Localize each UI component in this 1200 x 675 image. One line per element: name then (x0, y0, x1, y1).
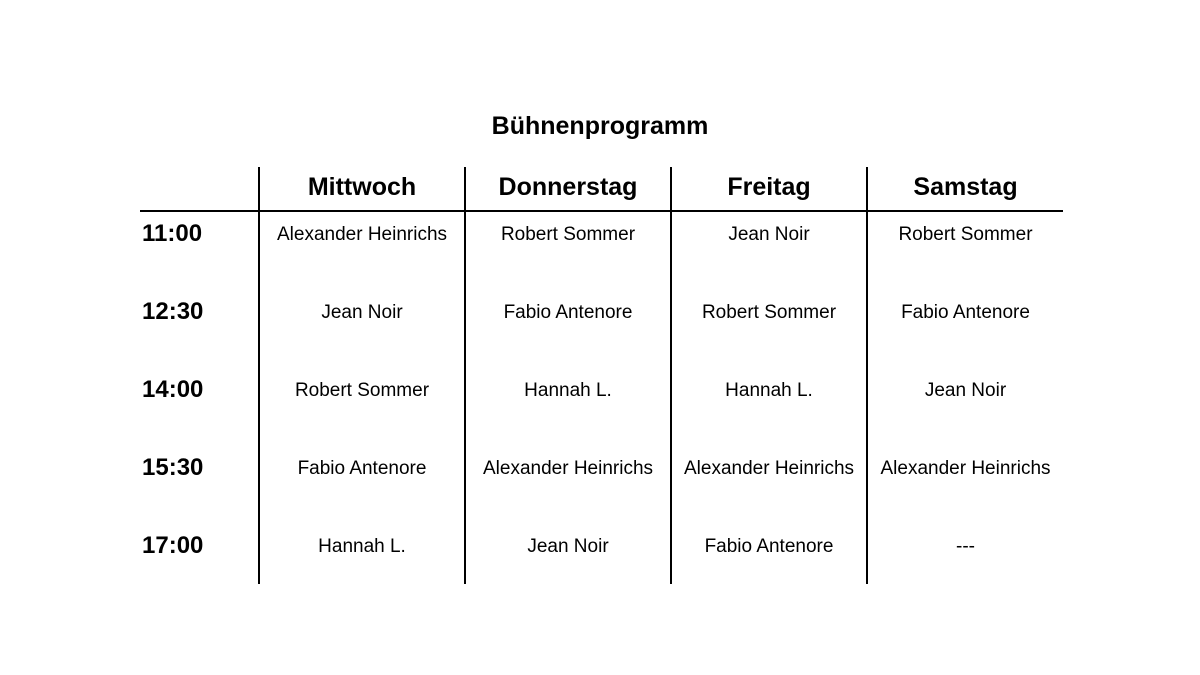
page-title: Bühnenprogramm (491, 112, 709, 140)
time-label: 17:00 (142, 532, 204, 559)
corner-cell (140, 167, 258, 210)
table-row (140, 524, 1063, 584)
schedule-table (140, 167, 1063, 584)
artist-cell: Robert Sommer (464, 212, 670, 290)
time-label: 11:00 (142, 220, 203, 247)
day-header: Mittwoch (258, 167, 464, 210)
time-label: 15:30 (142, 454, 204, 481)
table-row (140, 446, 1063, 524)
artist-cell: Jean Noir (670, 212, 866, 290)
artist-cell: Robert Sommer (866, 212, 1063, 290)
artist-cell: Hannah L. (670, 368, 866, 446)
time-label: 12:30 (142, 298, 204, 325)
artist-cell: Jean Noir (866, 368, 1063, 446)
artist-cell: Jean Noir (258, 290, 464, 368)
day-header: Donnerstag (464, 167, 670, 210)
artist-cell: Hannah L. (464, 368, 670, 446)
table-row (140, 290, 1063, 368)
artist-cell: Jean Noir (464, 524, 670, 584)
artist-cell: --- (866, 524, 1063, 584)
artist-cell: Alexander Heinrichs (670, 446, 866, 524)
header-row (140, 167, 1063, 212)
artist-cell: Robert Sommer (258, 368, 464, 446)
artist-cell: Alexander Heinrichs (258, 212, 464, 290)
day-header: Freitag (670, 167, 866, 210)
table-row (140, 212, 1063, 290)
time-label: 14:00 (142, 376, 204, 403)
artist-cell: Hannah L. (258, 524, 464, 584)
artist-cell: Robert Sommer (670, 290, 866, 368)
table-row (140, 368, 1063, 446)
artist-cell: Fabio Antenore (464, 290, 670, 368)
artist-cell: Alexander Heinrichs (464, 446, 670, 524)
artist-cell: Fabio Antenore (258, 446, 464, 524)
artist-cell: Fabio Antenore (670, 524, 866, 584)
artist-cell: Alexander Heinrichs (866, 446, 1063, 524)
day-header: Samstag (866, 167, 1063, 210)
artist-cell: Fabio Antenore (866, 290, 1063, 368)
